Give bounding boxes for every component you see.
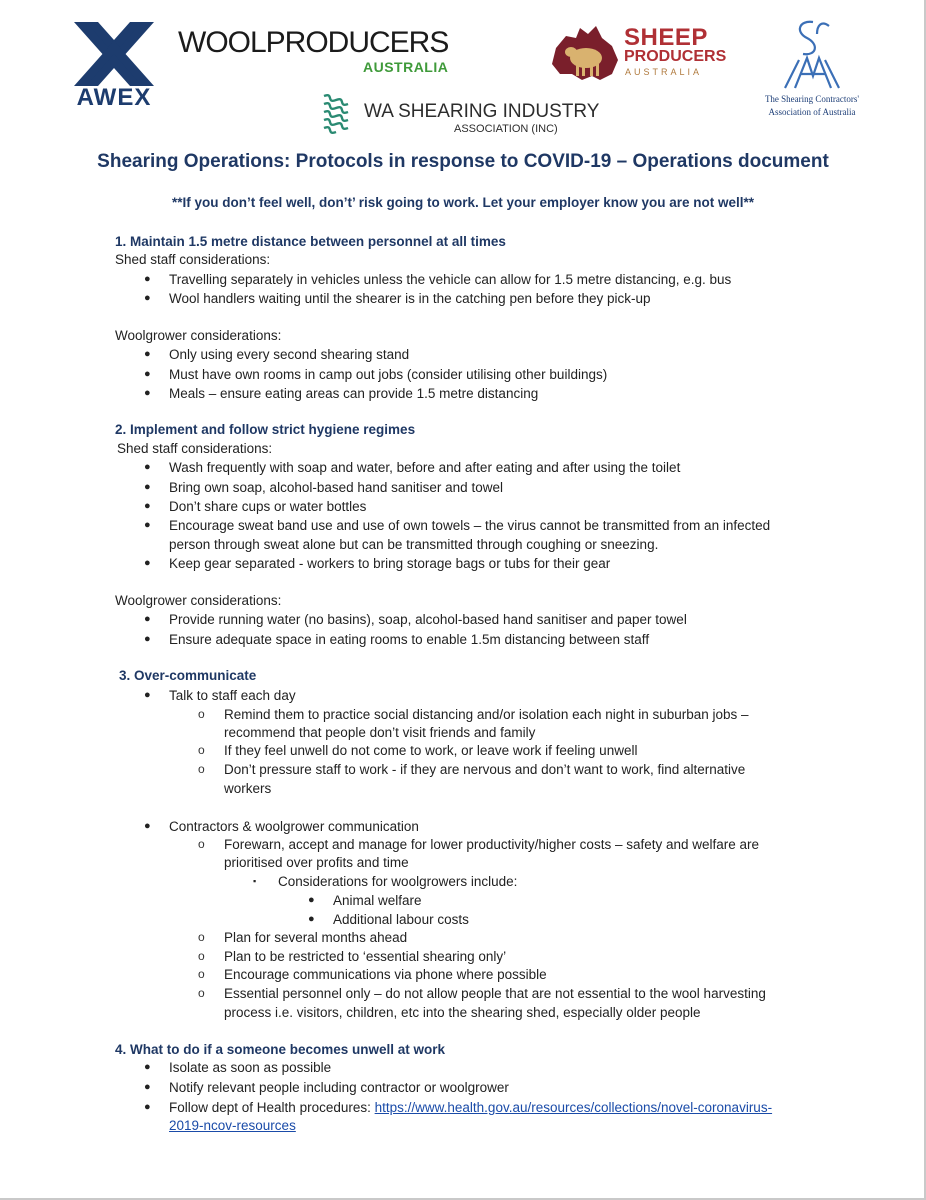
list-item: Wash frequently with soap and water, before and after eating and after using the toilet	[169, 460, 681, 475]
wa-shearing-subtitle: ASSOCIATION (INC)	[454, 123, 558, 135]
section-2-grower-label: Woolgrower considerations:	[115, 593, 282, 608]
sub-list-item-continuation: process i.e. visitors, children, etc into the shearing shed, especially older people	[224, 1005, 701, 1020]
list-item-continuation: person through sweat alone but can be transmitted through coughing or sneezing.	[169, 537, 659, 552]
list-item: Wool handlers waiting until the shearer is in the catching pen before they pick-up	[169, 291, 651, 306]
bullet-icon: ●	[308, 913, 315, 925]
circle-bullet-icon: o	[198, 707, 205, 721]
bullet-icon: ●	[144, 273, 151, 285]
sub-list-item: Encourage communications via phone where possible	[224, 967, 547, 982]
bullet-icon: ●	[144, 557, 151, 569]
circle-bullet-icon: o	[198, 930, 205, 944]
sca-caption-line1: The Shearing Contractors'	[764, 94, 860, 104]
wa-shearing-wordmark: WA SHEARING INDUSTRY	[364, 101, 600, 122]
awex-wordmark: AWEX	[76, 84, 152, 111]
section-1-shed-label: Shed staff considerations:	[115, 252, 271, 267]
circle-bullet-icon: o	[198, 967, 205, 981]
woolproducers-wordmark: WOOLPRODUCERS	[178, 26, 449, 59]
list-item: Isolate as soon as possible	[169, 1060, 332, 1075]
list-item: Only using every second shearing stand	[169, 347, 410, 362]
warning-notice: **If you don’t feel well, don’t’ risk going to work. Let your employer know you are not well**	[171, 195, 755, 210]
section-2-shed-label: Shed staff considerations:	[117, 441, 273, 456]
bullet-icon: ●	[144, 348, 151, 360]
bullet-icon: ●	[144, 633, 151, 645]
sub-list-item-continuation: recommend that people don’t visit friends and family	[224, 725, 536, 740]
sub-list-item: Remind them to practice social distancing and/or isolation each night in suburban jobs –	[224, 707, 749, 722]
circle-bullet-icon: o	[198, 837, 205, 851]
section-2-heading: 2. Implement and follow strict hygiene regimes	[115, 422, 416, 437]
sca-emblem-icon	[777, 18, 847, 92]
sca-logo	[760, 18, 864, 118]
section-4-heading: 4. What to do if a someone becomes unwell at work	[115, 1042, 446, 1057]
circle-bullet-icon: o	[198, 986, 205, 1000]
list-item: Keep gear separated - workers to bring storage bags or tubs for their gear	[169, 556, 611, 571]
sub-list-item: If they feel unwell do not come to work, or leave work if feeling unwell	[224, 743, 638, 758]
section-1-grower-label: Woolgrower considerations:	[115, 328, 282, 343]
list-item: Contractors & woolgrower communication	[169, 819, 419, 834]
list-item: Travelling separately in vehicles unless the vehicle can allow for 1.5 metre distancing, e.g. bus	[169, 272, 732, 287]
bullet-icon: ●	[144, 1081, 151, 1093]
list-item: Provide running water (no basins), soap, alcohol-based hand sanitiser and paper towel	[169, 612, 687, 627]
list-item-continuation	[169, 1117, 296, 1134]
square-bullet-icon: ▪	[253, 876, 257, 886]
list-item: Meals – ensure eating areas can provide 1.5 metre distancing	[169, 386, 539, 401]
list-item: Don’t share cups or water bottles	[169, 499, 367, 514]
sheep-producers-logo	[546, 24, 726, 86]
bullet-icon: ●	[144, 1101, 151, 1113]
follow-procedures-text: Follow dept of Health procedures:	[169, 1100, 375, 1115]
sub-list-item: Plan to be restricted to ‘essential shearing only’	[224, 949, 507, 964]
sheep-wordmark: SHEEP	[624, 24, 708, 51]
sheep-australia-map-icon	[546, 24, 622, 84]
bullet-icon: ●	[144, 461, 151, 473]
sub-list-item-continuation: workers	[224, 781, 272, 796]
sub-list-item: Don’t pressure staff to work - if they are nervous and don’t want to work, find alternative	[224, 762, 746, 777]
list-item: Bring own soap, alcohol-based hand sanitiser and towel	[169, 480, 503, 495]
bullet-icon: ●	[144, 387, 151, 399]
sub-sub-sub-list-item: Animal welfare	[333, 893, 422, 908]
awex-logo	[68, 22, 160, 112]
sheep-australia-subtitle: AUSTRALIA	[625, 67, 703, 77]
health-resources-link[interactable]: https://www.health.gov.au/resources/collections/novel-coronavirus-	[374, 1100, 773, 1115]
producers-wordmark: PRODUCERS	[624, 48, 727, 65]
sub-list-item: Essential personnel only – do not allow people that are not essential to the wool harvesting	[224, 986, 766, 1001]
list-item: Notify relevant people including contractor or woolgrower	[169, 1080, 509, 1095]
bullet-icon: ●	[144, 689, 151, 701]
bullet-icon: ●	[144, 292, 151, 304]
bullet-icon: ●	[144, 820, 151, 832]
sub-list-item: Plan for several months ahead	[224, 930, 408, 945]
wa-shearing-waves-icon	[320, 92, 360, 136]
list-item	[169, 1099, 772, 1116]
bullet-icon: ●	[144, 519, 151, 531]
sub-sub-sub-list-item: Additional labour costs	[333, 912, 469, 927]
bullet-icon: ●	[144, 1061, 151, 1073]
bullet-icon: ●	[144, 500, 151, 512]
bullet-icon: ●	[144, 368, 151, 380]
list-item: Encourage sweat band use and use of own towels – the virus cannot be transmitted from an infected	[169, 518, 771, 533]
bullet-icon: ●	[144, 481, 151, 493]
health-resources-link-continuation[interactable]: 2019-ncov-resources	[169, 1118, 296, 1133]
section-1-heading: 1. Maintain 1.5 metre distance between personnel at all times	[115, 234, 506, 249]
sub-sub-list-item: Considerations for woolgrowers include:	[278, 874, 518, 889]
sub-list-item-continuation: prioritised over profits and time	[224, 855, 409, 870]
section-3-heading: 3. Over-communicate	[119, 668, 257, 683]
awex-mark-icon	[72, 22, 156, 86]
sca-caption-line2: Association of Australia	[768, 107, 856, 117]
bullet-icon: ●	[144, 613, 151, 625]
sub-list-item: Forewarn, accept and manage for lower productivity/higher costs – safety and welfare are	[224, 837, 760, 852]
bullet-icon: ●	[308, 894, 315, 906]
woolproducers-subtitle: AUSTRALIA	[362, 59, 449, 75]
list-item: Ensure adequate space in eating rooms to enable 1.5m distancing between staff	[169, 632, 650, 647]
circle-bullet-icon: o	[198, 949, 205, 963]
circle-bullet-icon: o	[198, 762, 205, 776]
list-item: Talk to staff each day	[169, 688, 296, 703]
list-item: Must have own rooms in camp out jobs (consider utilising other buildings)	[169, 367, 608, 382]
document-title: Shearing Operations: Protocols in response to COVID-19 – Operations document	[97, 151, 829, 172]
circle-bullet-icon: o	[198, 743, 205, 757]
woolproducers-logo	[178, 28, 448, 75]
